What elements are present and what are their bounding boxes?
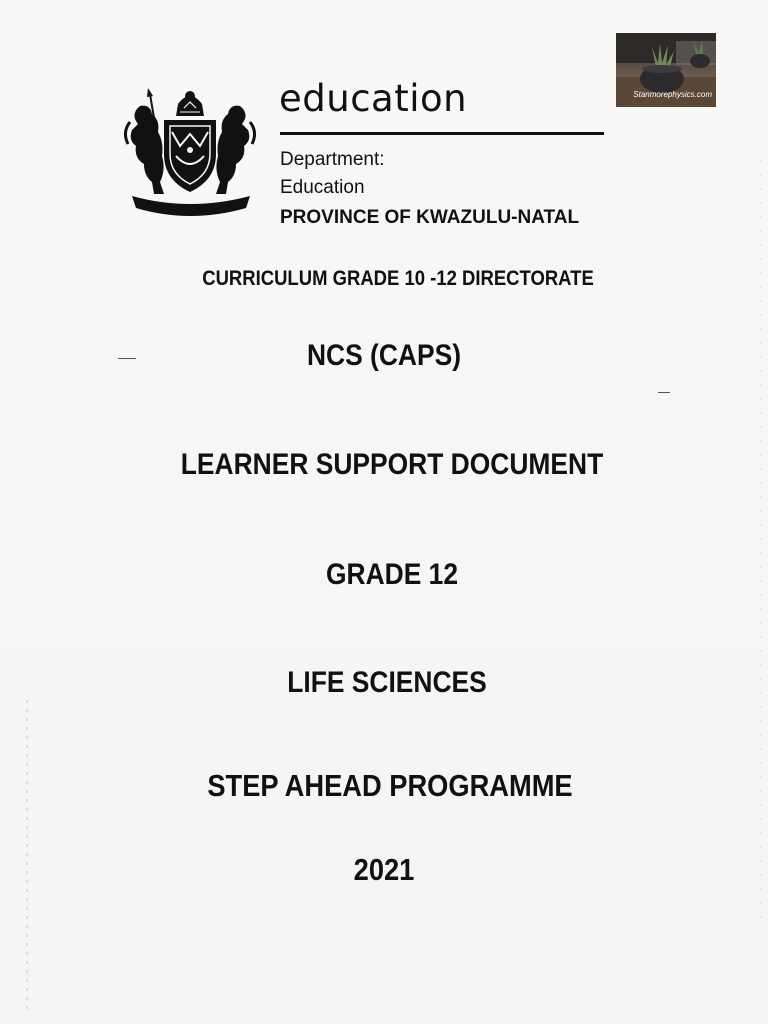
directorate-heading: CURRICULUM GRADE 10 -12 DIRECTORATE [202,267,594,290]
wordmark-rule [280,132,604,135]
programme-heading: STEP AHEAD PROGRAMME [207,768,573,803]
coat-of-arms-icon [120,84,260,226]
scan-edge-artifact [26,700,28,1010]
province-name: PROVINCE OF KWAZULU-NATAL [280,207,580,228]
potted-plant-photo-icon [616,33,716,107]
department-label: Department: [280,149,385,170]
department-name: Education [280,177,365,198]
photo-caption: Stanmorephysics.com [633,90,712,99]
grade-heading: GRADE 12 [325,558,459,591]
scan-speck [658,392,670,393]
scan-edge-artifact [760,160,762,920]
document-type-heading: LEARNER SUPPORT DOCUMENT [180,448,604,481]
department-wordmark: education [279,77,468,120]
curriculum-heading: NCS (CAPS) [306,339,461,372]
year-heading: 2021 [353,852,415,887]
subject-heading: LIFE SCIENCES [287,666,487,699]
